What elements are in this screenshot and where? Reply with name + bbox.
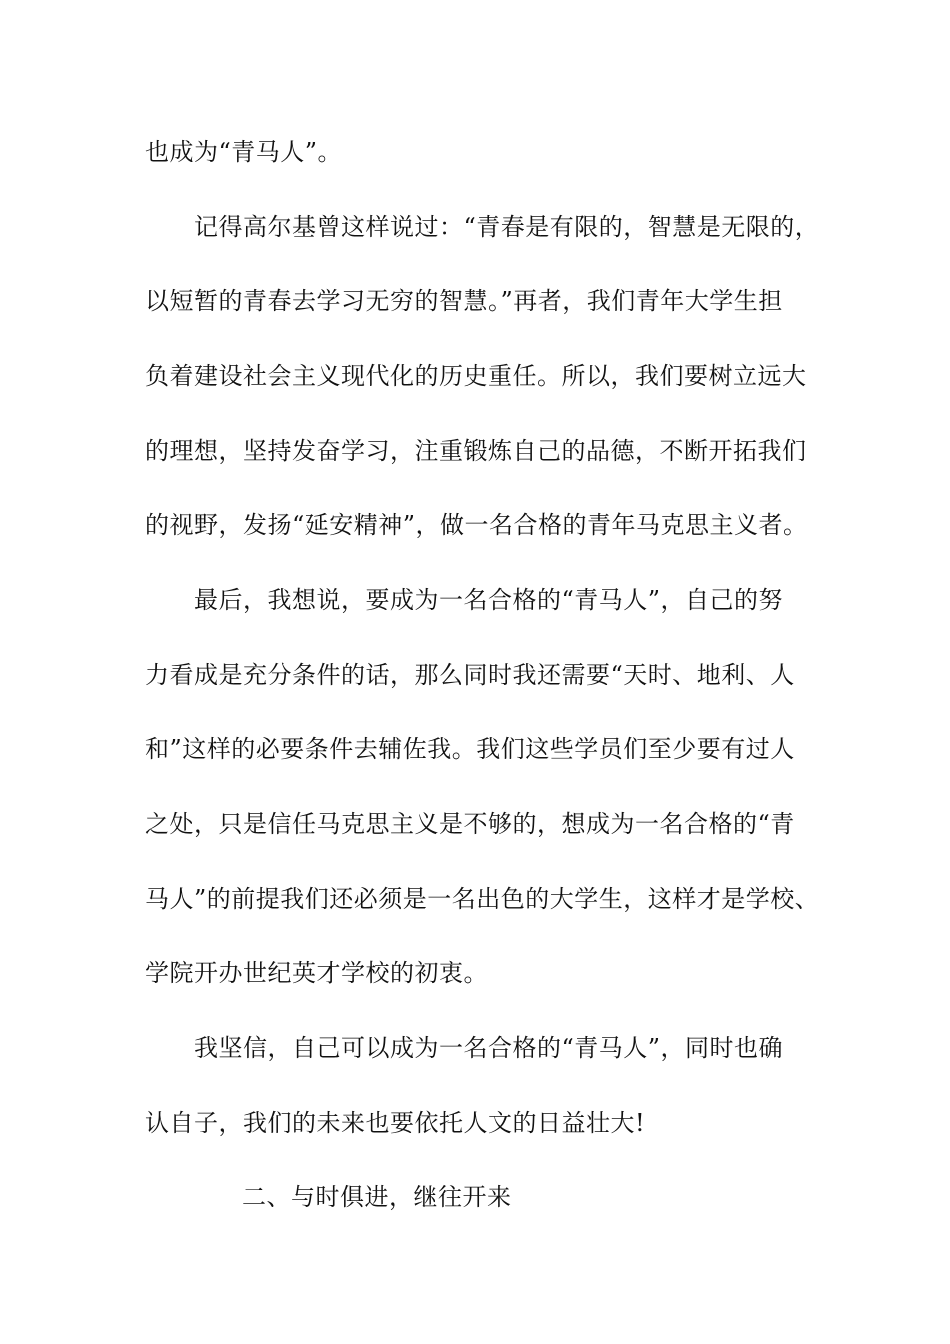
paragraph-line: 我坚信，自己可以成为一名合格的“青马人”，同时也确 — [194, 1034, 784, 1062]
paragraph-line: 最后，我想说，要成为一名合格的“青马人”，自己的努 — [194, 586, 784, 614]
paragraph-line: 以短暂的青春去学习无穷的智慧。”再者，我们青年大学生担 — [145, 287, 783, 315]
paragraph-line: 力看成是充分条件的话，那么同时我还需要“天时、地利、人 — [145, 661, 795, 689]
paragraph-line: 学院开办世纪英才学校的初衷。 — [145, 959, 488, 987]
section-heading: 二、与时俱进，继往开来 — [242, 1183, 512, 1211]
paragraph-line: 记得高尔基曾这样说过：“青春是有限的，智慧是无限的， — [194, 213, 820, 241]
paragraph-line: 之处，只是信任马克思主义是不够的，想成为一名合格的“青 — [145, 810, 795, 838]
paragraph-line: 的理想，坚持发奋学习，注重锻炼自己的品德，不断开拓我们 — [145, 437, 807, 465]
paragraph-line: 也成为“青马人”。 — [145, 138, 343, 166]
paragraph-line: 负着建设社会主义现代化的历史重任。所以，我们要树立远大 — [145, 362, 807, 390]
paragraph-line: 马人”的前提我们还必须是一名出色的大学生，这样才是学校、 — [145, 885, 820, 913]
paragraph-line: 的视野，发扬“延安精神”，做一名合格的青年马克思主义者。 — [145, 511, 808, 539]
paragraph-line: 认自子，我们的未来也要依托人文的日益壮大! — [145, 1109, 646, 1137]
paragraph-line: 和”这样的必要条件去辅佐我。我们这些学员们至少要有过人 — [145, 735, 795, 763]
